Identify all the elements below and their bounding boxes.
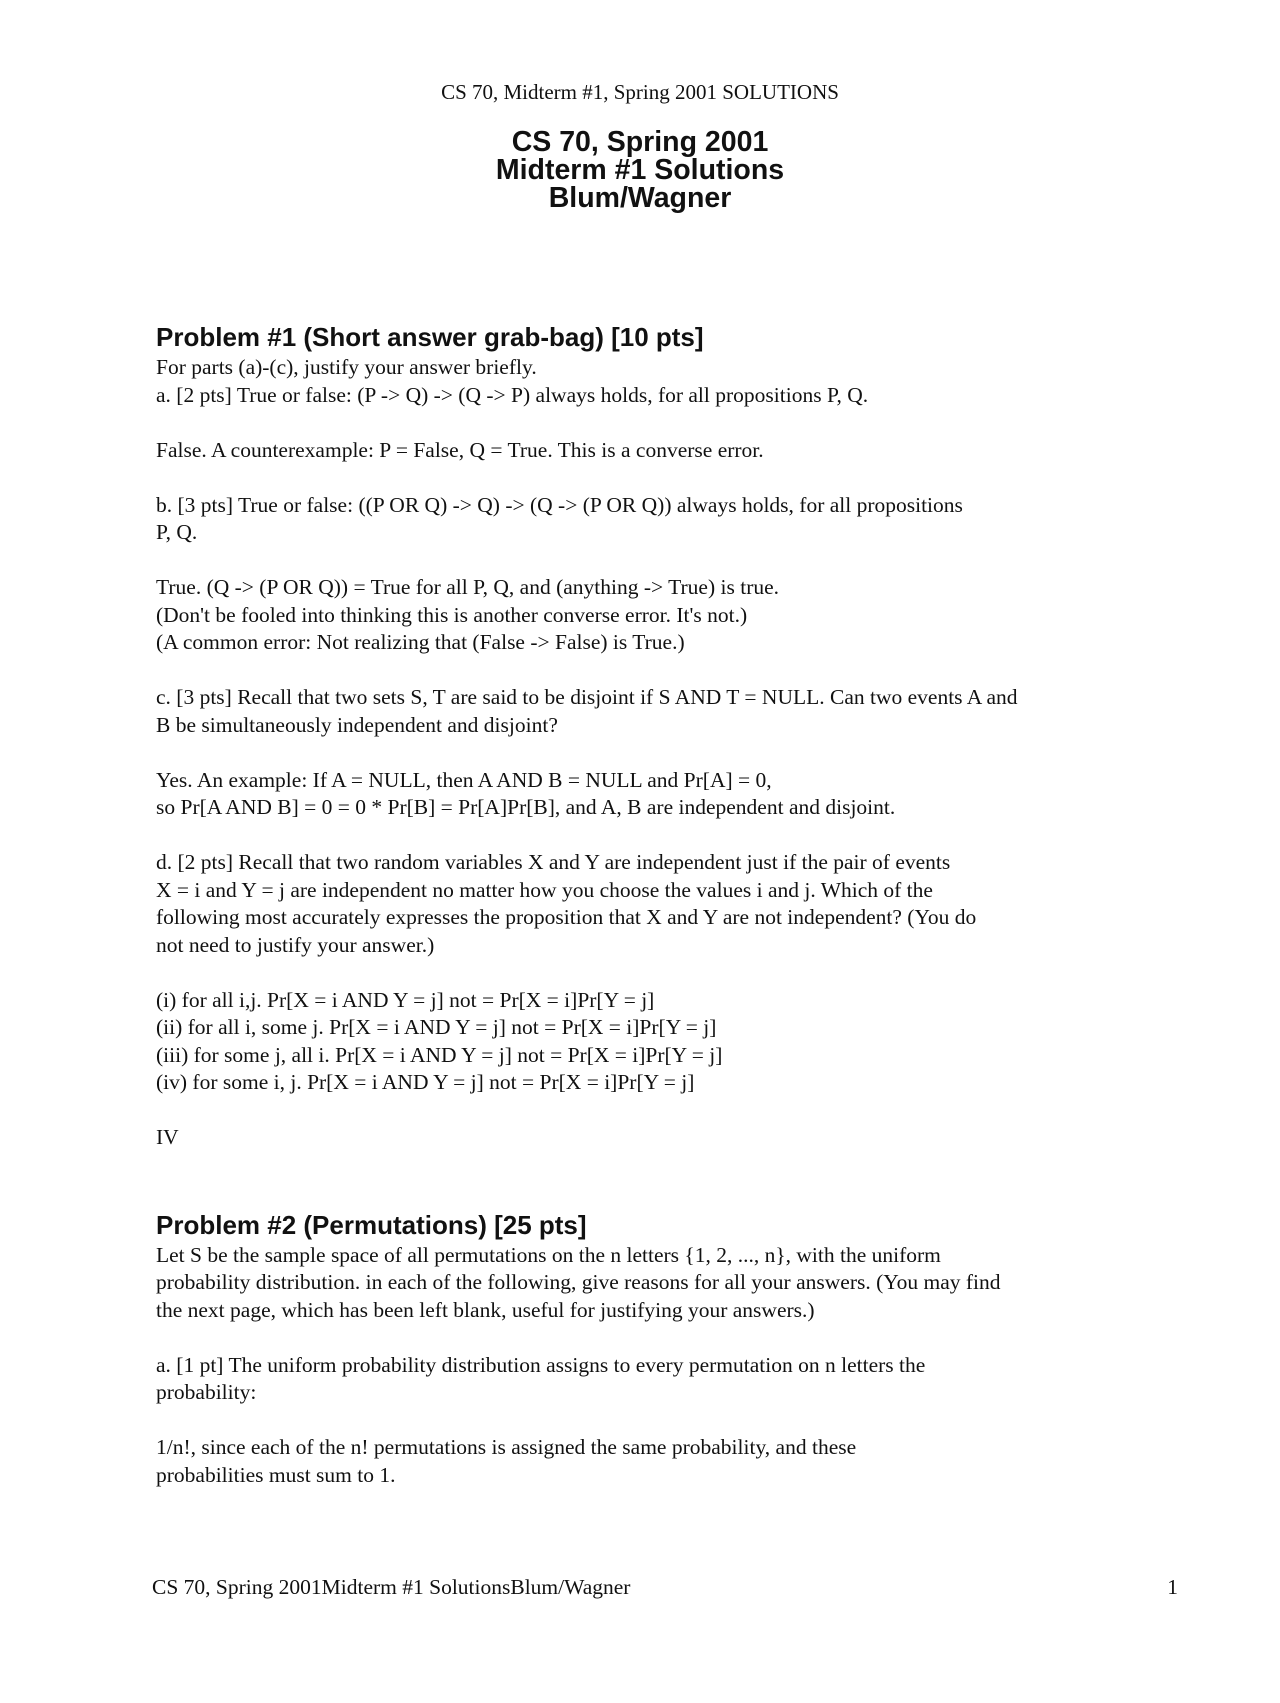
problem-1d-option-ii: (ii) for all i, some j. Pr[X = i AND Y = j] not = Pr[X = i]Pr[Y = j] (156, 1015, 717, 1039)
problem-1d-question-line: following most accurately expresses the proposition that X and Y are not independent? (You do (156, 905, 977, 929)
problem-1c-question-line: c. [3 pts] Recall that two sets S, T are said to be disjoint if S AND T = NULL. Can two events A and (156, 685, 1018, 709)
page-number: 1 (1167, 1575, 1178, 1599)
footer-text: CS 70, Spring 2001Midterm #1 SolutionsBlum/Wagner (152, 1575, 631, 1599)
problem-1d-question-line: d. [2 pts] Recall that two random variables X and Y are independent just if the pair of events (156, 850, 951, 874)
document-title (0, 128, 1280, 212)
problem-2-intro-line: Let S be the sample space of all permutations on the n letters {1, 2, ..., n}, with the uniform (156, 1242, 941, 1267)
problem-1b-answer-line: True. (Q -> (P OR Q)) = True for all P, Q, and (anything -> True) is true. (156, 575, 780, 599)
running-header: CS 70, Midterm #1, Spring 2001 SOLUTIONS (441, 80, 839, 104)
problem-2a-answer-line: 1/n!, since each of the n! permutations is assigned the same probability, and these (156, 1435, 857, 1459)
problem-1a-answer: False. A counterexample: P = False, Q = True. This is a converse error. (156, 437, 764, 462)
problem-1b-question-line: b. [3 pts] True or false: ((P OR Q) -> Q) -> (Q -> (P OR Q)) always holds, for all propositions (156, 492, 963, 517)
problem-2-intro-line: probability distribution. in each of the following, give reasons for all your answers. (You may find (156, 1270, 1001, 1294)
problem-2-section (156, 1210, 1116, 1490)
problem-2-intro-line: the next page, which has been left blank, useful for justifying your answers.) (156, 1297, 815, 1322)
problem-1b-answer-line: (Don't be fooled into thinking this is another converse error. It's not.) (156, 602, 748, 627)
title-line-authors: Blum/Wagner (548, 182, 732, 214)
problem-2a-answer-line: probabilities must sum to 1. (156, 1462, 396, 1487)
problem-1c-question-line: B be simultaneously independent and disjoint? (156, 712, 558, 737)
problem-1-heading: Problem #1 (Short answer grab-bag) [10 pts] (156, 322, 704, 352)
problem-1b-answer-line: (A common error: Not realizing that (False -> False) is True.) (156, 630, 685, 654)
problem-1d-option-iii: (iii) for some j, all i. Pr[X = i AND Y = j] not = Pr[X = i]Pr[Y = j] (156, 1042, 723, 1067)
problem-1d-question-line: X = i and Y = j are independent no matter how you choose the values i and j. Which of the (156, 877, 933, 902)
problem-1d-option-i: (i) for all i,j. Pr[X = i AND Y = j] not = Pr[X = i]Pr[Y = j] (156, 987, 655, 1012)
problem-1d-option-iv: (iv) for some i, j. Pr[X = i AND Y = j] not = Pr[X = i]Pr[Y = j] (156, 1070, 695, 1094)
problem-1d-question-line: not need to justify your answer.) (156, 932, 435, 957)
problem-2a-question-line: a. [1 pt] The uniform probability distribution assigns to every permutation on n letters the (156, 1352, 926, 1377)
title-line-exam: Midterm #1 Solutions (495, 154, 785, 186)
problem-1d-answer: IV (156, 1125, 179, 1149)
problem-1c-answer-line: so Pr[A AND B] = 0 = 0 * Pr[B] = Pr[A]Pr[B], and A, B are independent and disjoint. (156, 795, 896, 819)
problem-1-section (156, 322, 1116, 1152)
document-body (156, 322, 1116, 1489)
problem-1-intro: For parts (a)-(c), justify your answer briefly. (156, 355, 537, 379)
problem-1a-question: a. [2 pts] True or false: (P -> Q) -> (Q -> P) always holds, for all propositions P, Q. (156, 382, 869, 407)
problem-1c-answer-line: Yes. An example: If A = NULL, then A AND B = NULL and Pr[A] = 0, (156, 767, 772, 792)
problem-2a-question-line: probability: (156, 1380, 257, 1404)
title-line-course: CS 70, Spring 2001 (511, 126, 769, 158)
problem-2-heading: Problem #2 (Permutations) [25 pts] (156, 1209, 587, 1240)
problem-1b-question-line: P, Q. (156, 520, 198, 544)
